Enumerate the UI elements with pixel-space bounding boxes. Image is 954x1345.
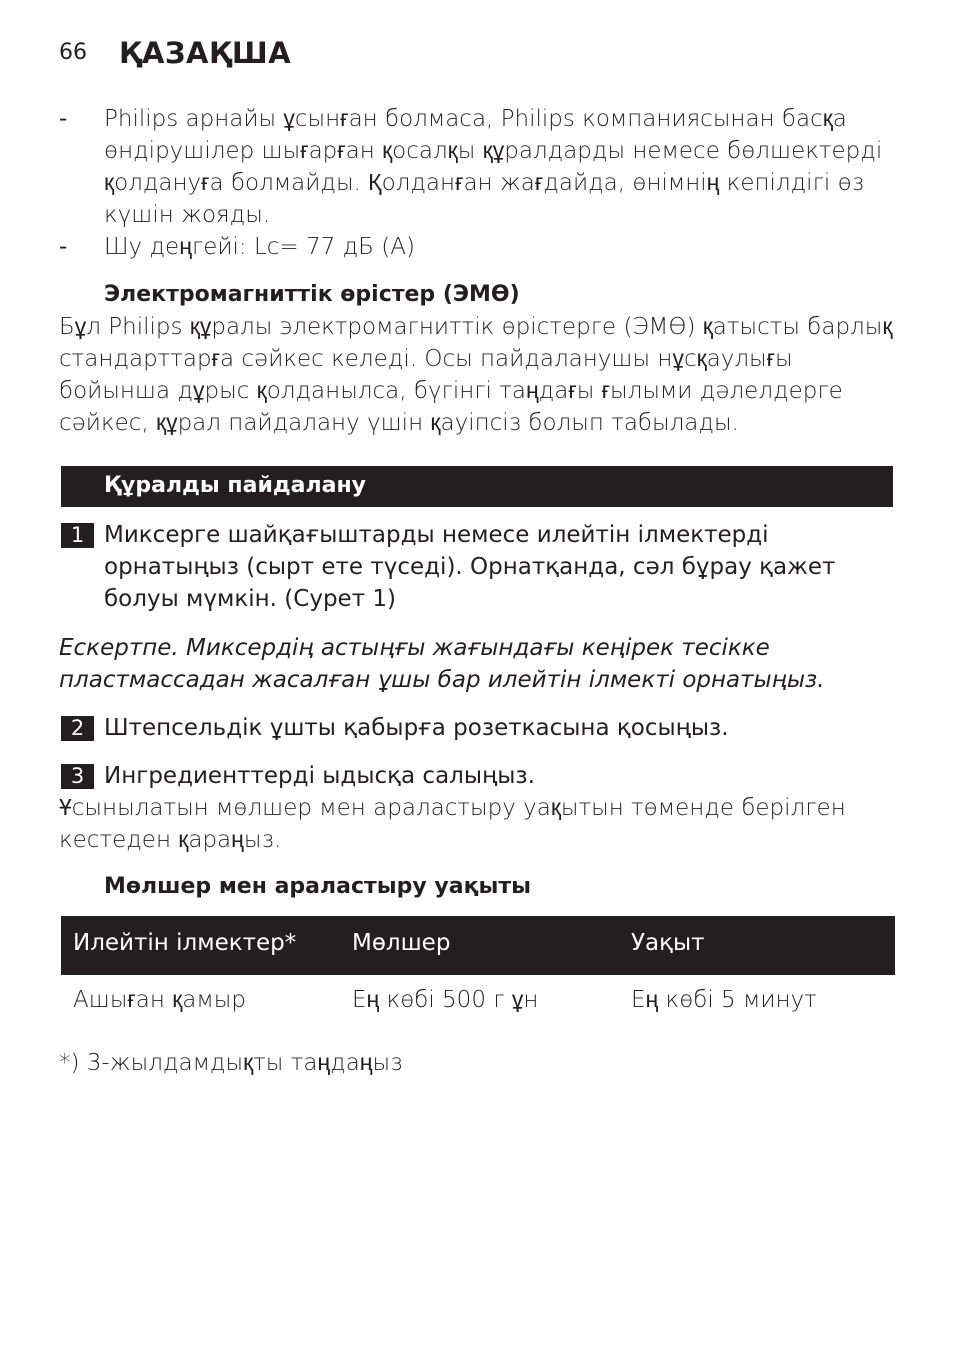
step-number-badge: 1 [61, 523, 94, 548]
bullet-dash: - [59, 234, 68, 260]
column-header: Уақыт [631, 930, 705, 956]
table-cell: Ашыған қамыр [73, 987, 246, 1013]
step-number-badge: 3 [61, 764, 94, 789]
section-title: Құралды пайдалану [104, 473, 366, 498]
quantities-table [61, 916, 895, 1030]
emf-paragraph: Бұл Philips құралы электромагниттік өрістерге (ЭМӨ) қатысты барлық стандарттарға сәйкес келеді. Осы пайдаланушы нұсқаулығы бойынша дұрыс қолданылса, бүгінгі таңдағы ғылыми дәлелдерге сәйкес, құрал пайдалану үшін қауіпсіз болып табылады. [59, 314, 893, 436]
note-text: Ескертпе. Миксердің астыңғы жағындағы кеңірек тесікке пластмассадан жасалған ұшы бар илейтін ілмекті орнатыңыз. [59, 635, 825, 693]
section-header-bar [61, 466, 893, 507]
table-footnote: *) 3-жылдамдықты таңдаңыз [59, 1050, 403, 1076]
table-header-row [61, 916, 895, 975]
step-number-badge: 2 [61, 716, 94, 741]
step-text: Штепсельдік ұшты қабырға розеткасына қосыңыз. [104, 715, 729, 741]
emf-heading: Электромагниттік өрістер (ЭМӨ) [104, 282, 520, 307]
step-text: Ингредиенттерді ыдысқа салыңыз. [104, 763, 535, 789]
bullet-noise-level: Шу деңгейі: Lc= 77 дБ (A) [104, 234, 415, 260]
page-number: 66 [59, 40, 87, 65]
bullet-dash: - [59, 106, 68, 132]
table-cell: Ең көбі 500 г ұн [352, 987, 539, 1013]
bullet-accessories: Philips арнайы ұсынған болмаса, Philips компаниясынан басқа өндірушілер шығарған қосалқы құралдарды немесе бөлшектерді қолдануға болмайды. Қолданған жағдайда, өнімнің кепілдігі өз күшін жояды. [104, 106, 883, 228]
column-header: Илейтін ілмектер* [73, 930, 297, 956]
quantities-heading: Мөлшер мен араластыру уақыты [104, 874, 532, 899]
step-followup-text: Ұсынылатын мөлшер мен араластыру уақытын төменде берілген кестеден қараңыз. [59, 795, 846, 853]
table-cell: Ең көбі 5 минут [631, 987, 817, 1013]
step-text: Миксерге шайқағыштарды немесе илейтін ілмектерді орнатыңыз (сырт ете түседі). Орнатқанда, сәл бұрау қажет болуы мүмкін. (Сурет 1) [104, 522, 836, 612]
column-header: Мөлшер [352, 930, 451, 956]
table-row [61, 975, 895, 1030]
page-title: ҚАЗАҚША [119, 36, 292, 70]
